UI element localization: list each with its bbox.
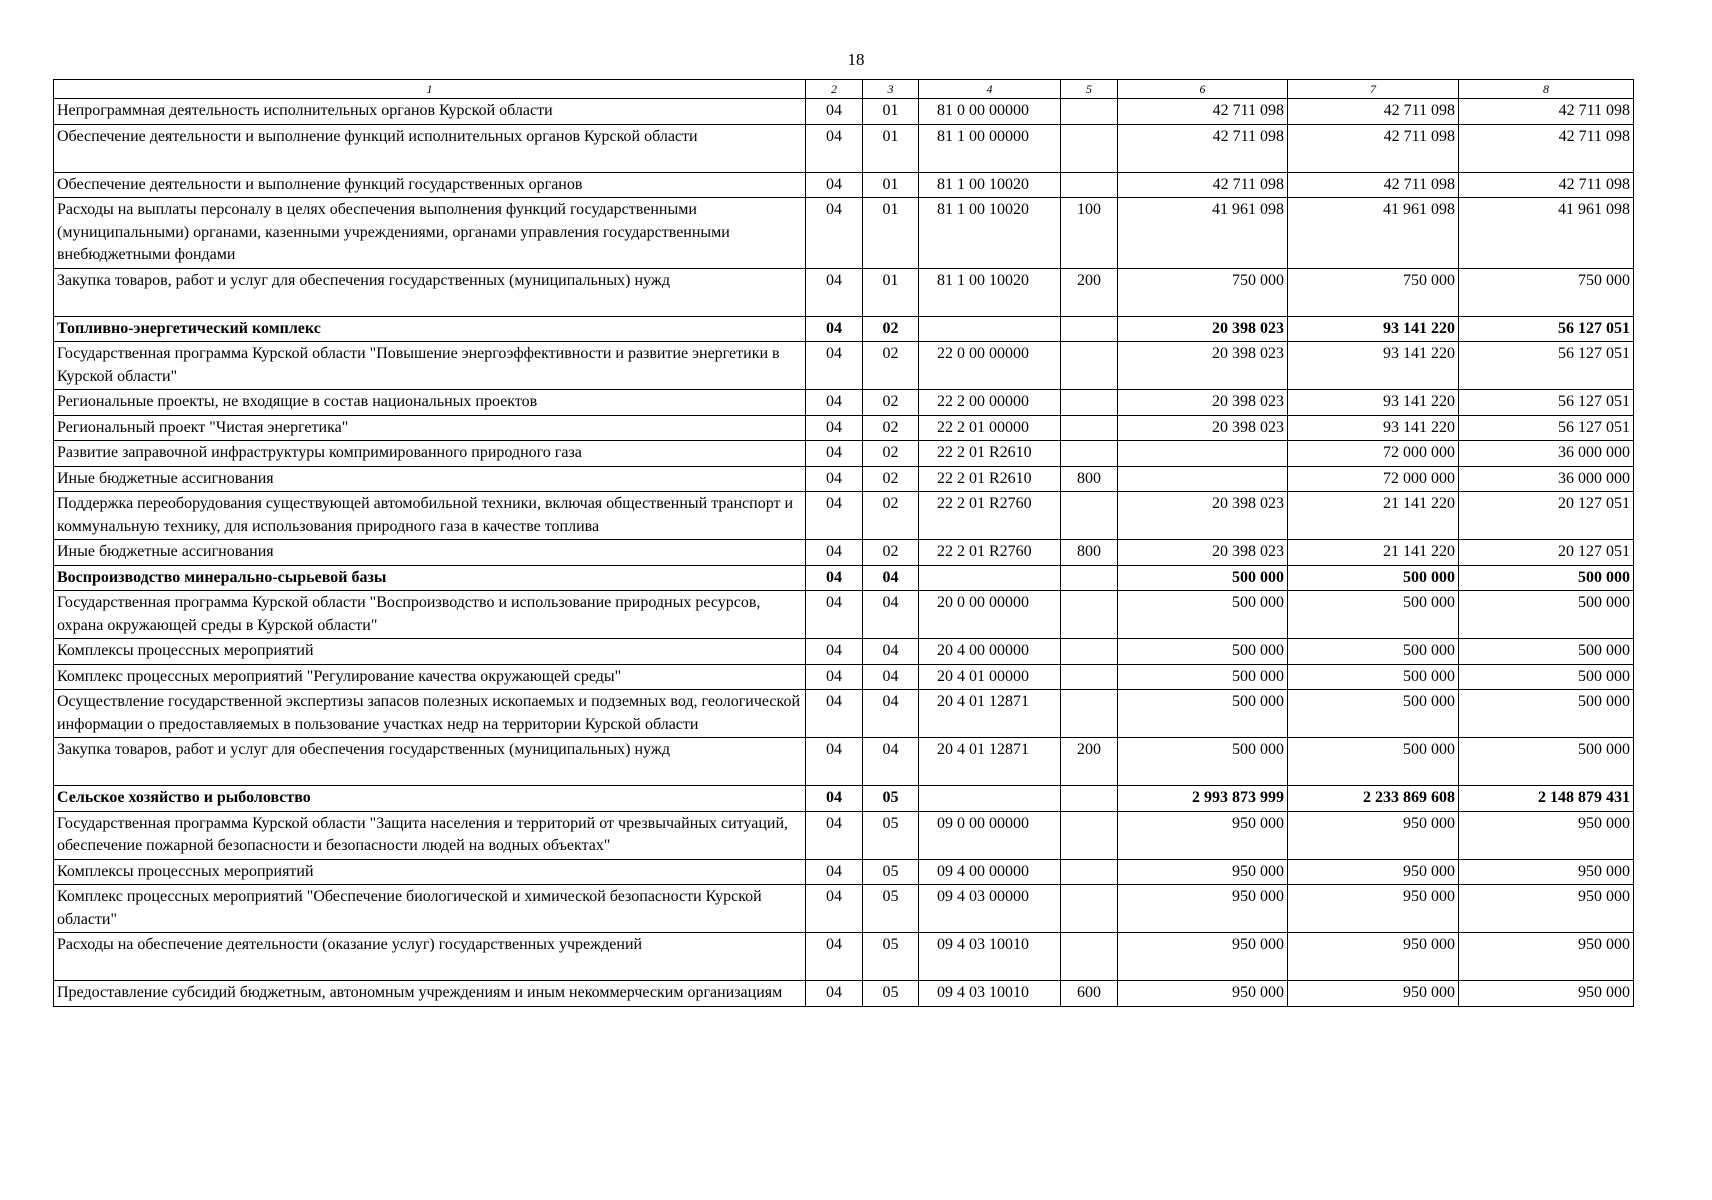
row-name-cell: Комплекс процессных мероприятий "Регулирование качества окружающей среды" — [54, 664, 806, 690]
amount-col6-cell: 20 398 023 — [1118, 540, 1288, 566]
section-code-cell: 04 — [806, 565, 863, 591]
expense-type-cell: 200 — [1061, 268, 1118, 316]
subsection-code-cell: 04 — [863, 664, 919, 690]
expense-type-cell — [1061, 639, 1118, 665]
amount-col6-cell: 20 398 023 — [1118, 492, 1288, 540]
row-name-cell: Иные бюджетные ассигнования — [54, 466, 806, 492]
expense-type-cell — [1061, 415, 1118, 441]
target-article-cell: 81 1 00 10020 — [919, 172, 1061, 198]
expense-type-cell — [1061, 859, 1118, 885]
expense-type-cell — [1061, 124, 1118, 172]
section-code-cell: 04 — [806, 639, 863, 665]
amount-col8-cell: 500 000 — [1459, 639, 1634, 665]
table-row — [54, 664, 1634, 690]
amount-col8-cell: 950 000 — [1459, 981, 1634, 1007]
target-article-cell: 09 4 00 00000 — [919, 859, 1061, 885]
target-article-cell: 20 4 01 00000 — [919, 664, 1061, 690]
amount-col7-cell: 93 141 220 — [1288, 316, 1459, 342]
amount-col6-cell: 500 000 — [1118, 565, 1288, 591]
table-row — [54, 316, 1634, 342]
subsection-code-cell: 04 — [863, 639, 919, 665]
amount-col7-cell: 500 000 — [1288, 738, 1459, 786]
table-row — [54, 415, 1634, 441]
amount-col7-cell: 500 000 — [1288, 664, 1459, 690]
subsection-code-cell: 04 — [863, 738, 919, 786]
amount-col6-cell: 950 000 — [1118, 981, 1288, 1007]
subsection-code-cell: 05 — [863, 885, 919, 933]
amount-col8-cell: 56 127 051 — [1459, 390, 1634, 416]
header-cell: 1 — [54, 80, 806, 99]
amount-col8-cell: 950 000 — [1459, 885, 1634, 933]
target-article-cell: 81 0 00 00000 — [919, 99, 1061, 125]
target-article-cell — [919, 316, 1061, 342]
subsection-code-cell: 04 — [863, 690, 919, 738]
amount-col6-cell: 950 000 — [1118, 933, 1288, 981]
amount-col8-cell: 42 711 098 — [1459, 99, 1634, 125]
row-name-cell: Закупка товаров, работ и услуг для обеспечения государственных (муниципальных) нужд — [54, 268, 806, 316]
row-name-cell: Региональный проект "Чистая энергетика" — [54, 415, 806, 441]
subsection-code-cell: 01 — [863, 124, 919, 172]
amount-col7-cell: 72 000 000 — [1288, 466, 1459, 492]
section-code-cell: 04 — [806, 885, 863, 933]
amount-col7-cell: 21 141 220 — [1288, 540, 1459, 566]
row-name-cell: Поддержка переоборудования существующей автомобильной техники, включая общественный транспорт и коммунальную технику, для использования природного газа в качестве топлива — [54, 492, 806, 540]
amount-col8-cell: 36 000 000 — [1459, 441, 1634, 467]
section-code-cell: 04 — [806, 172, 863, 198]
expense-type-cell: 100 — [1061, 198, 1118, 269]
amount-col8-cell: 20 127 051 — [1459, 540, 1634, 566]
amount-col8-cell: 950 000 — [1459, 811, 1634, 859]
subsection-code-cell: 01 — [863, 198, 919, 269]
amount-col7-cell: 93 141 220 — [1288, 342, 1459, 390]
section-code-cell: 04 — [806, 99, 863, 125]
subsection-code-cell: 02 — [863, 390, 919, 416]
header-cell: 2 — [806, 80, 863, 99]
row-name-cell: Государственная программа Курской области "Повышение энергоэффективности и развитие энергетики в Курской области" — [54, 342, 806, 390]
expense-type-cell — [1061, 811, 1118, 859]
target-article-cell: 09 4 03 10010 — [919, 933, 1061, 981]
amount-col8-cell: 500 000 — [1459, 738, 1634, 786]
table-row — [54, 99, 1634, 125]
amount-col8-cell: 950 000 — [1459, 933, 1634, 981]
table-row — [54, 690, 1634, 738]
header-cell: 4 — [919, 80, 1061, 99]
page-number: 18 — [847, 50, 865, 69]
subsection-code-cell: 05 — [863, 933, 919, 981]
amount-col6-cell: 2 993 873 999 — [1118, 786, 1288, 812]
target-article-cell: 20 4 01 12871 — [919, 738, 1061, 786]
table-row — [54, 342, 1634, 390]
target-article-cell: 22 0 00 00000 — [919, 342, 1061, 390]
amount-col7-cell: 42 711 098 — [1288, 99, 1459, 125]
amount-col6-cell: 500 000 — [1118, 639, 1288, 665]
target-article-cell: 81 1 00 10020 — [919, 198, 1061, 269]
section-code-cell: 04 — [806, 664, 863, 690]
expense-type-cell — [1061, 492, 1118, 540]
amount-col8-cell: 20 127 051 — [1459, 492, 1634, 540]
expense-type-cell: 800 — [1061, 540, 1118, 566]
amount-col7-cell: 42 711 098 — [1288, 172, 1459, 198]
section-code-cell: 04 — [806, 540, 863, 566]
target-article-cell: 22 2 01 00000 — [919, 415, 1061, 441]
table-row — [54, 441, 1634, 467]
subsection-code-cell: 05 — [863, 786, 919, 812]
target-article-cell: 09 0 00 00000 — [919, 811, 1061, 859]
table-row — [54, 811, 1634, 859]
section-code-cell: 04 — [806, 390, 863, 416]
row-name-cell: Комплексы процессных мероприятий — [54, 639, 806, 665]
table-row — [54, 466, 1634, 492]
target-article-cell: 09 4 03 00000 — [919, 885, 1061, 933]
row-name-cell: Иные бюджетные ассигнования — [54, 540, 806, 566]
expense-type-cell: 200 — [1061, 738, 1118, 786]
section-code-cell: 04 — [806, 933, 863, 981]
target-article-cell: 22 2 01 R2610 — [919, 466, 1061, 492]
amount-col7-cell: 72 000 000 — [1288, 441, 1459, 467]
row-name-cell: Расходы на выплаты персоналу в целях обеспечения выполнения функций государственными (муниципальными) органами, казенными учреждениями, органами управления государственными внебюджетными фондами — [54, 198, 806, 269]
section-code-cell: 04 — [806, 981, 863, 1007]
section-code-cell: 04 — [806, 198, 863, 269]
table-row — [54, 492, 1634, 540]
amount-col8-cell: 36 000 000 — [1459, 466, 1634, 492]
expense-type-cell — [1061, 172, 1118, 198]
table-row — [54, 124, 1634, 172]
expense-type-cell — [1061, 885, 1118, 933]
amount-col7-cell: 93 141 220 — [1288, 390, 1459, 416]
row-name-cell: Закупка товаров, работ и услуг для обеспечения государственных (муниципальных) нужд — [54, 738, 806, 786]
subsection-code-cell: 01 — [863, 172, 919, 198]
target-article-cell: 20 4 01 12871 — [919, 690, 1061, 738]
amount-col6-cell: 750 000 — [1118, 268, 1288, 316]
row-name-cell: Комплекс процессных мероприятий "Обеспечение биологической и химической безопасности Курской области" — [54, 885, 806, 933]
target-article-cell: 22 2 01 R2760 — [919, 540, 1061, 566]
expense-type-cell: 600 — [1061, 981, 1118, 1007]
subsection-code-cell: 02 — [863, 342, 919, 390]
amount-col7-cell: 2 233 869 608 — [1288, 786, 1459, 812]
section-code-cell: 04 — [806, 268, 863, 316]
subsection-code-cell: 05 — [863, 811, 919, 859]
row-name-cell: Комплексы процессных мероприятий — [54, 859, 806, 885]
header-cell: 5 — [1061, 80, 1118, 99]
row-name-cell: Расходы на обеспечение деятельности (оказание услуг) государственных учреждений — [54, 933, 806, 981]
expense-type-cell: 800 — [1061, 466, 1118, 492]
amount-col6-cell: 20 398 023 — [1118, 390, 1288, 416]
target-article-cell: 22 2 01 R2760 — [919, 492, 1061, 540]
amount-col6-cell: 20 398 023 — [1118, 342, 1288, 390]
table-row — [54, 591, 1634, 639]
row-name-cell: Региональные проекты, не входящие в состав национальных проектов — [54, 390, 806, 416]
budget-table — [53, 79, 1634, 1007]
amount-col6-cell: 500 000 — [1118, 664, 1288, 690]
table-row — [54, 540, 1634, 566]
target-article-cell: 09 4 03 10010 — [919, 981, 1061, 1007]
section-code-cell: 04 — [806, 738, 863, 786]
section-code-cell: 04 — [806, 811, 863, 859]
amount-col7-cell: 41 961 098 — [1288, 198, 1459, 269]
subsection-code-cell: 02 — [863, 441, 919, 467]
amount-col7-cell: 950 000 — [1288, 933, 1459, 981]
section-code-cell: 04 — [806, 124, 863, 172]
table-row — [54, 565, 1634, 591]
header-cell: 7 — [1288, 80, 1459, 99]
amount-col6-cell: 950 000 — [1118, 885, 1288, 933]
amount-col8-cell: 56 127 051 — [1459, 316, 1634, 342]
amount-col7-cell: 950 000 — [1288, 885, 1459, 933]
amount-col8-cell: 500 000 — [1459, 690, 1634, 738]
target-article-cell: 20 0 00 00000 — [919, 591, 1061, 639]
table-row — [54, 390, 1634, 416]
table-row — [54, 738, 1634, 786]
expense-type-cell — [1061, 99, 1118, 125]
amount-col8-cell: 41 961 098 — [1459, 198, 1634, 269]
amount-col6-cell: 500 000 — [1118, 591, 1288, 639]
expense-type-cell — [1061, 342, 1118, 390]
table-row — [54, 172, 1634, 198]
amount-col6-cell: 20 398 023 — [1118, 415, 1288, 441]
amount-col8-cell: 500 000 — [1459, 664, 1634, 690]
amount-col6-cell: 500 000 — [1118, 690, 1288, 738]
row-name-cell: Государственная программа Курской области "Воспроизводство и использование природных ресурсов, охрана окружающей среды в Курской области" — [54, 591, 806, 639]
subsection-code-cell: 02 — [863, 466, 919, 492]
table-row — [54, 885, 1634, 933]
subsection-code-cell: 05 — [863, 981, 919, 1007]
table-row — [54, 639, 1634, 665]
amount-col7-cell: 500 000 — [1288, 591, 1459, 639]
subsection-code-cell: 02 — [863, 492, 919, 540]
row-name-cell: Обеспечение деятельности и выполнение функций государственных органов — [54, 172, 806, 198]
row-name-cell: Сельское хозяйство и рыболовство — [54, 786, 806, 812]
subsection-code-cell: 04 — [863, 565, 919, 591]
header-cell: 3 — [863, 80, 919, 99]
expense-type-cell — [1061, 664, 1118, 690]
table-row — [54, 933, 1634, 981]
amount-col7-cell: 42 711 098 — [1288, 124, 1459, 172]
table-row — [54, 786, 1634, 812]
section-code-cell: 04 — [806, 859, 863, 885]
subsection-code-cell: 02 — [863, 316, 919, 342]
amount-col6-cell: 950 000 — [1118, 811, 1288, 859]
section-code-cell: 04 — [806, 466, 863, 492]
amount-col8-cell: 2 148 879 431 — [1459, 786, 1634, 812]
amount-col7-cell: 750 000 — [1288, 268, 1459, 316]
amount-col8-cell: 750 000 — [1459, 268, 1634, 316]
amount-col6-cell: 42 711 098 — [1118, 99, 1288, 125]
row-name-cell: Непрограммная деятельность исполнительных органов Курской области — [54, 99, 806, 125]
amount-col6-cell: 42 711 098 — [1118, 172, 1288, 198]
amount-col8-cell: 500 000 — [1459, 565, 1634, 591]
section-code-cell: 04 — [806, 342, 863, 390]
amount-col6-cell: 20 398 023 — [1118, 316, 1288, 342]
amount-col7-cell: 950 000 — [1288, 981, 1459, 1007]
expense-type-cell — [1061, 316, 1118, 342]
amount-col7-cell: 500 000 — [1288, 639, 1459, 665]
section-code-cell: 04 — [806, 690, 863, 738]
row-name-cell: Предоставление субсидий бюджетным, автономным учреждениям и иным некоммерческим организациям — [54, 981, 806, 1007]
row-name-cell: Воспроизводство минерально-сырьевой базы — [54, 565, 806, 591]
expense-type-cell — [1061, 390, 1118, 416]
section-code-cell: 04 — [806, 492, 863, 540]
amount-col6-cell: 41 961 098 — [1118, 198, 1288, 269]
amount-col6-cell — [1118, 466, 1288, 492]
subsection-code-cell: 01 — [863, 99, 919, 125]
row-name-cell: Развитие заправочной инфраструктуры компримированного природного газа — [54, 441, 806, 467]
subsection-code-cell: 02 — [863, 415, 919, 441]
amount-col6-cell: 500 000 — [1118, 738, 1288, 786]
table-row — [54, 859, 1634, 885]
expense-type-cell — [1061, 565, 1118, 591]
expense-type-cell — [1061, 690, 1118, 738]
amount-col8-cell: 42 711 098 — [1459, 124, 1634, 172]
table-row — [54, 268, 1634, 316]
amount-col8-cell: 500 000 — [1459, 591, 1634, 639]
expense-type-cell — [1061, 933, 1118, 981]
subsection-code-cell: 05 — [863, 859, 919, 885]
target-article-cell — [919, 565, 1061, 591]
target-article-cell — [919, 786, 1061, 812]
row-name-cell: Обеспечение деятельности и выполнение функций исполнительных органов Курской области — [54, 124, 806, 172]
amount-col8-cell: 42 711 098 — [1459, 172, 1634, 198]
section-code-cell: 04 — [806, 316, 863, 342]
section-code-cell: 04 — [806, 786, 863, 812]
target-article-cell: 22 2 00 00000 — [919, 390, 1061, 416]
target-article-cell: 22 2 01 R2610 — [919, 441, 1061, 467]
expense-type-cell — [1061, 441, 1118, 467]
amount-col7-cell: 21 141 220 — [1288, 492, 1459, 540]
table-row — [54, 198, 1634, 269]
row-name-cell: Государственная программа Курской области "Защита населения и территорий от чрезвычайных ситуаций, обеспечение пожарной безопасности и безопасности людей на водных объектах" — [54, 811, 806, 859]
target-article-cell: 81 1 00 00000 — [919, 124, 1061, 172]
target-article-cell: 81 1 00 10020 — [919, 268, 1061, 316]
row-name-cell: Осуществление государственной экспертизы запасов полезных ископаемых и подземных вод, геологической информации о предоставляемых в пользование участках недр на территории Курской области — [54, 690, 806, 738]
table-header-row — [54, 80, 1634, 99]
section-code-cell: 04 — [806, 441, 863, 467]
subsection-code-cell: 04 — [863, 591, 919, 639]
header-cell: 6 — [1118, 80, 1288, 99]
target-article-cell: 20 4 00 00000 — [919, 639, 1061, 665]
amount-col7-cell: 500 000 — [1288, 690, 1459, 738]
amount-col7-cell: 950 000 — [1288, 859, 1459, 885]
table-row — [54, 981, 1634, 1007]
section-code-cell: 04 — [806, 591, 863, 639]
amount-col6-cell: 42 711 098 — [1118, 124, 1288, 172]
expense-type-cell — [1061, 786, 1118, 812]
amount-col6-cell — [1118, 441, 1288, 467]
amount-col8-cell: 950 000 — [1459, 859, 1634, 885]
amount-col7-cell: 950 000 — [1288, 811, 1459, 859]
subsection-code-cell: 02 — [863, 540, 919, 566]
section-code-cell: 04 — [806, 415, 863, 441]
header-cell: 8 — [1459, 80, 1634, 99]
amount-col7-cell: 93 141 220 — [1288, 415, 1459, 441]
amount-col6-cell: 950 000 — [1118, 859, 1288, 885]
amount-col8-cell: 56 127 051 — [1459, 415, 1634, 441]
subsection-code-cell: 01 — [863, 268, 919, 316]
expense-type-cell — [1061, 591, 1118, 639]
amount-col8-cell: 56 127 051 — [1459, 342, 1634, 390]
amount-col7-cell: 500 000 — [1288, 565, 1459, 591]
row-name-cell: Топливно-энергетический комплекс — [54, 316, 806, 342]
